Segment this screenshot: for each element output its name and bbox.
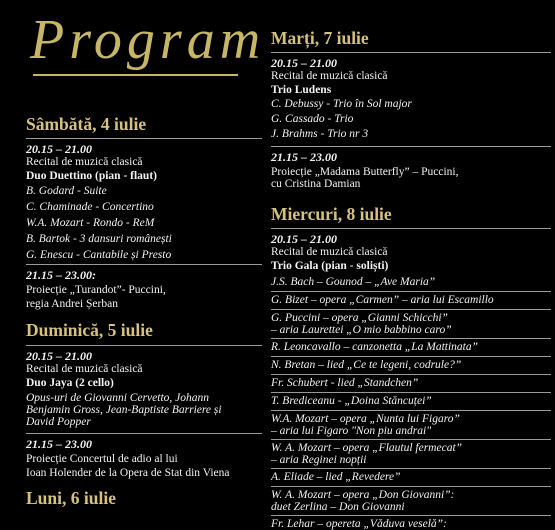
event-type: Recital de muzică clasică [26, 156, 143, 168]
program-item-cont: – aria Reginei nopții [271, 454, 367, 466]
item-separator [271, 291, 551, 292]
day-heading: Miercuri, 8 iulie [271, 204, 392, 224]
program-item: W. A. Mozart – opera „Flautul fermecat” [271, 442, 463, 454]
program-item-cont: duet Zerlina – Don Giovanni [271, 501, 405, 513]
ensemble-name: Duo Jaya (2 cello) [26, 376, 114, 389]
program-item: G. Bizet – opera „Carmen” – aria lui Escamillo [271, 294, 494, 306]
program-item: C. Chaminade - Concertino [26, 201, 154, 213]
program-item: W. A. Mozart – opera „Don Giovanni”: [271, 489, 455, 501]
program-item: Fr. Schubert - lied „Standchen” [271, 377, 419, 389]
event-block [26, 437, 262, 480]
event-block [26, 142, 262, 263]
item-separator [271, 486, 551, 487]
program-item: W.A. Mozart – opera „Nunta lui Figaro” [271, 413, 460, 425]
program-item: J. Brahms - Trio nr 3 [271, 128, 369, 140]
event-block [26, 268, 262, 311]
event-type: Recital de muzică clasică [271, 246, 388, 258]
item-separator [271, 468, 551, 469]
item-separator [271, 515, 551, 516]
ensemble-name: Trio Ludens [271, 83, 332, 96]
separator [271, 52, 551, 53]
ensemble-name: Trio Gala (pian - soliști) [271, 259, 389, 272]
event-time: 20.15 – 21.00 [26, 142, 92, 156]
event-time: 20.15 – 21.00 [271, 56, 337, 70]
event-line: Proiecție „Madama Butterfly” – Puccini, [271, 166, 459, 178]
day-section-sunday [26, 320, 262, 340]
item-separator [271, 338, 551, 339]
event-block [271, 150, 551, 190]
program-desc: Benjamin Gross, Jean-Baptiste Barriere și [26, 404, 222, 416]
event-time: 20.15 – 21.00 [26, 349, 92, 363]
program-item: A. Eliade – lied „Revedere” [271, 471, 401, 483]
day-heading: Luni, 6 iulie [26, 488, 116, 508]
event-block [271, 56, 551, 142]
day-heading: Sâmbătă, 4 iulie [26, 114, 147, 134]
program-item: G. Enescu - Cantabile și Presto [26, 249, 172, 261]
separator [271, 146, 551, 147]
event-line: Proiecție „Turandot”- Puccini, [26, 284, 166, 296]
item-separator [271, 374, 551, 375]
event-time: 20.15 – 21.00 [271, 232, 337, 246]
program-item: Fr. Lehar – opereta „Văduva veselă”: [271, 518, 447, 530]
day-section-wednesday [271, 204, 551, 224]
separator [26, 264, 262, 265]
day-heading: Duminică, 5 iulie [26, 320, 153, 340]
program-title: Program [30, 9, 266, 71]
day-heading: Marți, 7 iulie [271, 28, 369, 48]
item-separator [271, 356, 551, 357]
ensemble-name: Duo Duettino (pian - flaut) [26, 169, 157, 182]
event-time: 21.15 – 23.00: [26, 268, 96, 282]
event-line: Ioan Holender de la Opera de Stat din Viena [26, 466, 230, 479]
item-separator [271, 392, 551, 393]
program-item: C. Debussy - Trio în Sol major [271, 98, 412, 110]
event-type: Recital de muzică clasică [271, 70, 388, 82]
separator [26, 433, 262, 434]
program-item: W.A. Mozart - Rondo - ReM [26, 217, 155, 229]
program-desc: Opus-uri de Giovanni Cervetto, Johann [26, 392, 210, 404]
separator [271, 228, 551, 229]
day-section-saturday [26, 114, 262, 134]
program-desc: David Popper [26, 416, 91, 428]
program-item: G. Puccini – opera „Gianni Schicchi” [271, 312, 448, 324]
program-item: G. Cassado - Trio [271, 113, 354, 125]
program-list [271, 276, 551, 530]
event-line: regia Andrei Șerban [26, 297, 118, 310]
event-time: 21.15 – 23.00 [271, 150, 337, 164]
event-line: Proiecție Concertul de adio al lui [26, 453, 178, 465]
program-item-cont: – aria lui Figaro "Non piu andrai" [271, 425, 432, 437]
item-separator [271, 309, 551, 310]
program-item: R. Leoncavallo – canzonetta „La Mattinata” [271, 341, 478, 353]
program-item: B. Godard - Suite [26, 185, 107, 197]
item-separator [271, 439, 551, 440]
title-underline [33, 74, 238, 76]
separator [26, 345, 262, 346]
program-item: N. Bretan – lied „Ce te legeni, codrule?” [271, 359, 462, 371]
program-item-cont: – aria Laurettei „O mio babbino caro” [271, 324, 452, 336]
event-line: cu Cristina Damian [271, 178, 361, 190]
separator [26, 138, 262, 139]
item-separator [271, 410, 551, 411]
program-item: T. Brediceanu - „Doina Stăncuței” [271, 395, 432, 407]
event-type: Recital de muzică clasică [26, 363, 143, 375]
program-item: B. Bartok - 3 dansuri românești [26, 233, 172, 245]
day-section-monday [26, 488, 262, 508]
program-item: J.S. Bach – Gounod – „Ave Maria” [271, 276, 436, 288]
event-block [271, 232, 551, 273]
event-block [26, 349, 262, 428]
day-section-tuesday [271, 28, 551, 48]
event-time: 21.15 – 23.00 [26, 437, 92, 451]
